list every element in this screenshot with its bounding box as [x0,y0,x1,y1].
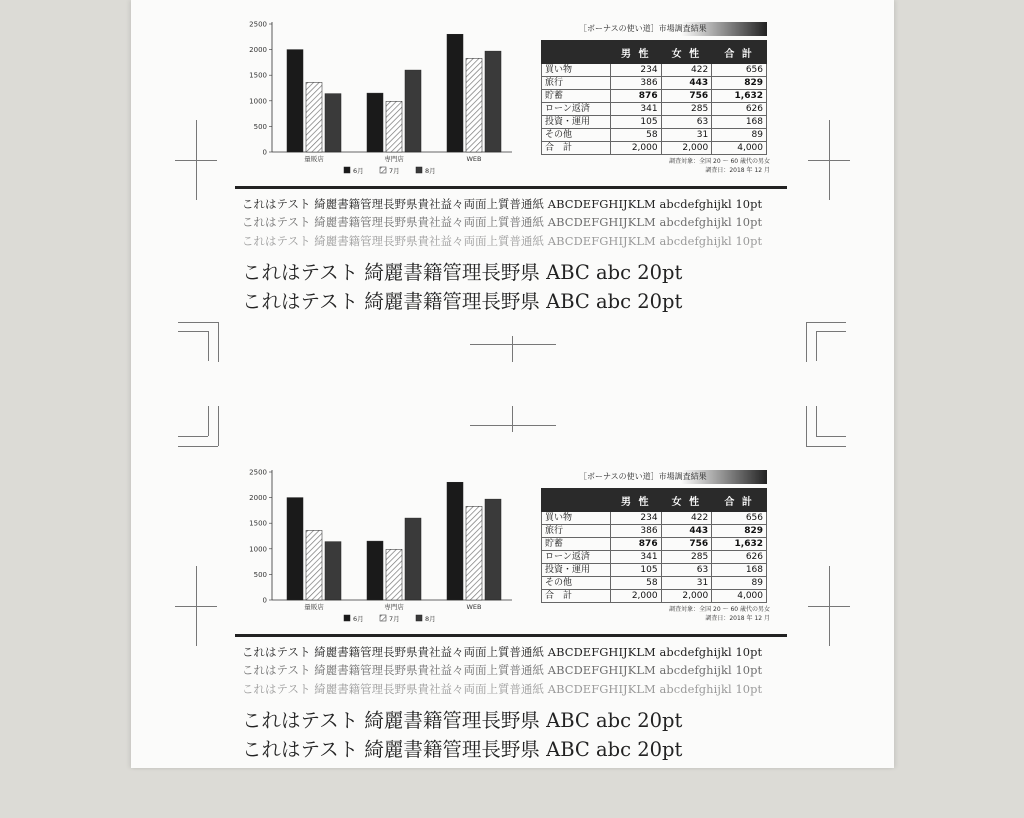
survey-note-target: 調査対象：全国 20 ～ 60 歳代の男女 [669,158,770,165]
bar-8月-量販店 [325,94,341,152]
survey-cell: 443 [661,525,712,538]
bar-7月-WEB [466,506,482,600]
survey-cell: 285 [661,551,712,564]
y-tick-label: 2000 [249,494,267,503]
bar-7月-量販店 [306,530,322,600]
survey-row-label: その他 [542,577,611,590]
survey-cell: 1,632 [712,538,767,551]
survey-row [542,590,767,603]
crop-mark [816,406,817,436]
divider-rule [235,186,787,189]
bar-6月-専門店 [367,93,383,152]
survey-cell: 89 [712,129,767,142]
survey-row-label: 貯蓄 [542,90,611,103]
survey-row [542,538,767,551]
survey-row [542,577,767,590]
survey-cell: 234 [611,512,662,525]
survey-row-label: 買い物 [542,64,611,77]
survey-cell: 105 [611,564,662,577]
legend-swatch [416,615,422,621]
survey-cell: 386 [611,77,662,90]
survey-note-target: 調査対象：全国 20 ～ 60 歳代の男女 [669,606,770,613]
survey-cell: 656 [712,512,767,525]
survey-header-cell: 合 計 [712,41,767,64]
survey-cell: 756 [661,90,712,103]
x-tick-label: WEB [466,155,482,163]
survey-title: ［ボーナスの使い道］市場調査結果 [541,22,767,36]
survey-header-row [542,41,767,64]
survey-header-cell [542,41,611,64]
registration-mark [512,406,513,432]
survey-cell: 234 [611,64,662,77]
survey-cell: 31 [661,129,712,142]
sample-text-20pt-a: これはテスト 綺麗書籍管理長野県 ABC abc 20pt [242,709,683,732]
legend-label: 6月 [353,167,364,175]
survey-row-label: 合 計 [542,590,611,603]
sample-text-10pt-mid: これはテスト 綺麗書籍管理長野県貴社益々両面上質普通紙 ABCDEFGHIJKLM abcdefghijkl 10pt [242,215,763,229]
y-tick-label: 1500 [249,71,267,80]
survey-cell: 168 [712,116,767,129]
sample-text-10pt-dark: これはテスト 綺麗書籍管理長野県貴社益々両面上質普通紙 ABCDEFGHIJKLM abcdefghijkl 10pt [242,197,763,211]
bar-7月-専門店 [386,101,402,152]
survey-header-cell: 女 性 [661,41,712,64]
survey-row-label: 合 計 [542,142,611,155]
legend-swatch [416,167,422,173]
survey-cell: 2,000 [611,142,662,155]
survey-table [541,40,767,155]
survey-cell: 2,000 [611,590,662,603]
survey-note-date: 調査日：2018 年 12 月 [705,167,770,174]
crop-mark [816,436,846,437]
crop-mark [806,446,846,447]
survey-cell: 1,632 [712,90,767,103]
x-tick-label: 量販店 [304,155,324,163]
survey-cell: 829 [712,77,767,90]
legend-swatch [380,615,386,621]
survey-row-label: 旅行 [542,77,611,90]
survey-row-label: 旅行 [542,525,611,538]
survey-table [541,488,767,603]
y-tick-label: 500 [253,122,267,131]
bar-7月-量販店 [306,82,322,152]
crop-mark [208,406,209,436]
sample-text-20pt-b: これはテスト 綺麗書籍管理長野県 ABC abc 20pt [242,290,683,313]
bar-8月-専門店 [405,518,421,600]
legend-swatch [344,615,350,621]
bar-7月-WEB [466,58,482,152]
y-tick-label: 500 [253,570,267,579]
sample-text-10pt-light: これはテスト 綺麗書籍管理長野県貴社益々両面上質普通紙 ABCDEFGHIJKLM abcdefghijkl 10pt [242,682,763,696]
survey-row-label: その他 [542,129,611,142]
survey-cell: 422 [661,512,712,525]
survey-cell: 4,000 [712,590,767,603]
survey-body [542,512,767,603]
y-tick-label: 2500 [249,468,267,477]
bar-6月-量販店 [287,498,303,600]
sample-text-10pt-mid: これはテスト 綺麗書籍管理長野県貴社益々両面上質普通紙 ABCDEFGHIJKLM abcdefghijkl 10pt [242,663,763,677]
print-block [0,0,1024,370]
sample-text-10pt-light: これはテスト 綺麗書籍管理長野県貴社益々両面上質普通紙 ABCDEFGHIJKLM abcdefghijkl 10pt [242,234,763,248]
survey-cell: 58 [611,129,662,142]
legend-label: 8月 [425,615,436,623]
survey-cell: 656 [712,64,767,77]
survey-row-label: 貯蓄 [542,538,611,551]
survey-row [542,129,767,142]
survey-row [542,77,767,90]
survey-row-label: ローン返済 [542,103,611,116]
survey-row-label: 買い物 [542,512,611,525]
survey-header-cell: 女 性 [661,489,712,512]
y-tick-label: 1500 [249,519,267,528]
survey-row-label: 投資・運用 [542,116,611,129]
legend-label: 8月 [425,167,436,175]
survey-cell: 341 [611,103,662,116]
survey-row [542,525,767,538]
survey-cell: 31 [661,577,712,590]
survey-row [542,142,767,155]
legend-label: 7月 [389,167,400,175]
y-tick-label: 0 [262,148,267,157]
survey-cell: 876 [611,538,662,551]
y-tick-label: 1000 [249,545,267,554]
survey-cell: 341 [611,551,662,564]
x-tick-label: WEB [466,603,482,611]
survey-title: ［ボーナスの使い道］市場調査結果 [541,470,767,484]
survey-cell: 756 [661,538,712,551]
bar-chart [242,12,522,186]
sample-text-20pt-b: これはテスト 綺麗書籍管理長野県 ABC abc 20pt [242,738,683,761]
survey-cell: 2,000 [661,142,712,155]
survey-cell: 2,000 [661,590,712,603]
bar-8月-量販店 [325,542,341,600]
y-tick-label: 1000 [249,97,267,106]
legend-swatch [344,167,350,173]
y-tick-label: 0 [262,596,267,605]
survey-row [542,564,767,577]
survey-cell: 63 [661,116,712,129]
survey-header-cell: 合 計 [712,489,767,512]
x-tick-label: 専門店 [384,603,404,611]
bar-6月-WEB [447,34,463,152]
survey-cell: 876 [611,90,662,103]
survey-row [542,116,767,129]
survey-cell: 285 [661,103,712,116]
survey-row [542,64,767,77]
bar-8月-WEB [485,499,501,600]
bar-7月-専門店 [386,549,402,600]
bar-6月-WEB [447,482,463,600]
survey-cell: 626 [712,551,767,564]
bar-8月-WEB [485,51,501,152]
crop-mark [178,436,208,437]
survey-note-date: 調査日：2018 年 12 月 [705,615,770,622]
survey-row [542,512,767,525]
crop-mark [806,406,807,446]
survey-cell: 105 [611,116,662,129]
bar-8月-専門店 [405,70,421,152]
survey-header-cell: 男 性 [611,489,662,512]
survey-cell: 443 [661,77,712,90]
survey-cell: 63 [661,564,712,577]
bar-6月-量販店 [287,50,303,152]
survey-cell: 829 [712,525,767,538]
legend-swatch [380,167,386,173]
crop-mark [218,406,219,446]
survey-body [542,64,767,155]
survey-row [542,103,767,116]
print-block [0,448,1024,818]
survey-cell: 168 [712,564,767,577]
sample-text-20pt-a: これはテスト 綺麗書籍管理長野県 ABC abc 20pt [242,261,683,284]
divider-rule [235,634,787,637]
legend-label: 7月 [389,615,400,623]
survey-cell: 386 [611,525,662,538]
survey-cell: 89 [712,577,767,590]
registration-mark [470,425,556,426]
survey-cell: 58 [611,577,662,590]
x-tick-label: 専門店 [384,155,404,163]
survey-cell: 626 [712,103,767,116]
legend-label: 6月 [353,615,364,623]
y-tick-label: 2000 [249,46,267,55]
survey-row-label: ローン返済 [542,551,611,564]
survey-row [542,551,767,564]
survey-row [542,90,767,103]
bar-chart [242,460,522,634]
y-tick-label: 2500 [249,20,267,29]
crop-mark [178,446,218,447]
survey-header-row [542,489,767,512]
sample-text-10pt-dark: これはテスト 綺麗書籍管理長野県貴社益々両面上質普通紙 ABCDEFGHIJKLM abcdefghijkl 10pt [242,645,763,659]
survey-header-cell [542,489,611,512]
survey-header-cell: 男 性 [611,41,662,64]
survey-row-label: 投資・運用 [542,564,611,577]
survey-cell: 422 [661,64,712,77]
x-tick-label: 量販店 [304,603,324,611]
survey-cell: 4,000 [712,142,767,155]
bar-6月-専門店 [367,541,383,600]
